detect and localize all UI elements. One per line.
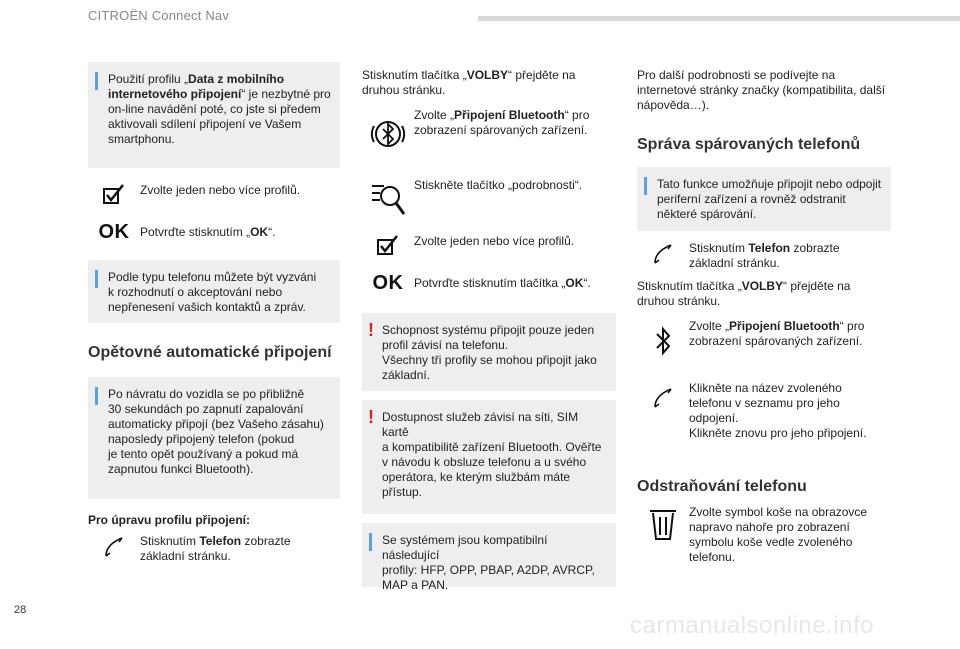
step-phone-home: Stisknutím Telefon zobrazte základní stránku. [637, 241, 891, 271]
intro-text: Pro další podrobnosti se podívejte na internetové stránky značky (kompatibilita, další nápověda…). [637, 68, 886, 112]
column-1 [88, 62, 340, 564]
warning-box-profiles: ! Schopnost systému připojit pouze jeden profil závisí na telefonu. Všechny tři profily se mohou připojit jako základní. [362, 313, 616, 391]
info-icon [95, 270, 98, 288]
ok-icon: OK [372, 272, 404, 294]
phone-icon [637, 385, 689, 409]
page-number: 28 [14, 604, 27, 616]
details-search-icon [362, 178, 414, 218]
info-icon [95, 72, 98, 90]
bluetooth-circle-icon [362, 114, 414, 154]
options-text: Stisknutím tlačítka „VOLBY“ přejděte na druhou stránku. [637, 279, 851, 308]
ok-icon: OK [98, 221, 130, 243]
bluetooth-icon [637, 325, 689, 357]
warning-icon: ! [368, 407, 374, 427]
warning-box-services: ! Dostupnost služeb závisí na síti, SIM kartě a kompatibilitě zařízení Bluetooth. Ověřte v návodu k obsluze telefonu a u svého operátora, ke kterým službám máte přístup. [362, 400, 616, 514]
phone-icon [88, 534, 140, 558]
column-3 [637, 62, 891, 565]
section-title-reconnect: Opětovné automatické připojení [88, 344, 332, 361]
checkbox-icon [362, 234, 414, 256]
info-icon [369, 533, 372, 551]
checkbox-icon [88, 183, 140, 205]
info-box-mobile-data: Použití profilu „Data z mobilního internetového připojení“ je nezbytné pro on-line navádění poté, co jste si předem aktivovali sdílení připojení ve Vašem smartphonu. [88, 62, 340, 168]
info-box-auto-reconnect: Po návratu do vozidla se po přibližně 30 sekundách po zapnutí zapalování automaticky připojí (bez Vašeho zásahu) naposledy připojený telefon (pokud je tento opět používaný a pokud má zapnutou funkci Bluetooth). [88, 377, 340, 499]
info-icon [644, 177, 647, 195]
step-details: Stiskněte tlačítko „podrobnosti“. [362, 178, 616, 218]
step-bluetooth: Zvolte „Připojení Bluetooth“ pro zobrazení spárovaných zařízení. [362, 108, 616, 154]
step-phone-home: Stisknutím Telefon zobrazte základní stránku. [88, 534, 340, 564]
section-title-delete: Odstraňování telefonu [637, 478, 807, 495]
step-select-profiles: Zvolte jeden nebo více profilů. [88, 183, 340, 205]
section-title-paired: Správa spárovaných telefonů [637, 136, 861, 153]
step-trash: Zvolte symbol koše na obrazovce napravo nahoře pro zobrazení symbolu koše vedle zvoleného telefonu. [637, 505, 891, 565]
info-box-contacts: Podle typu telefonu můžete být vyzváni k rozhodnutí o akceptování nebo nepřenesení vašich kontaktů a zpráv. [88, 260, 340, 323]
header-label: CITROËN Connect Nav [88, 8, 230, 23]
phone-icon [637, 241, 689, 265]
trash-icon [637, 507, 689, 541]
step-click-phone: Klikněte na název zvoleného telefonu v seznamu pro jeho odpojení. Klikněte znovu pro jeho připojení. [637, 381, 891, 441]
step-bluetooth: Zvolte „Připojení Bluetooth“ pro zobrazení spárovaných zařízení. [637, 319, 891, 357]
step-confirm-ok: OK Potvrďte stisknutím „OK“. [88, 225, 340, 240]
options-intro: Stisknutím tlačítka „VOLBY“ přejděte na druhou stránku. [362, 68, 576, 97]
watermark: carmanualsonline.info [630, 612, 874, 639]
header-bar [478, 16, 960, 21]
info-box-compatible-profiles: Se systémem jsou kompatibilní následující profily: HFP, OPP, PBAP, A2DP, AVRCP, MAP a PAN. [362, 523, 616, 587]
warning-icon: ! [368, 320, 374, 340]
info-icon [95, 387, 98, 405]
column-2 [362, 62, 616, 592]
profile-heading: Pro úpravu profilu připojení: [88, 513, 250, 527]
step-select-profiles: Zvolte jeden nebo více profilů. [362, 234, 616, 256]
step-confirm-ok: OK Potvrďte stisknutím tlačítka „OK“. [362, 276, 616, 291]
info-box-manage: Tato funkce umožňuje připojit nebo odpojit periferní zařízení a rovněž odstranit některé spárování. [637, 167, 891, 231]
